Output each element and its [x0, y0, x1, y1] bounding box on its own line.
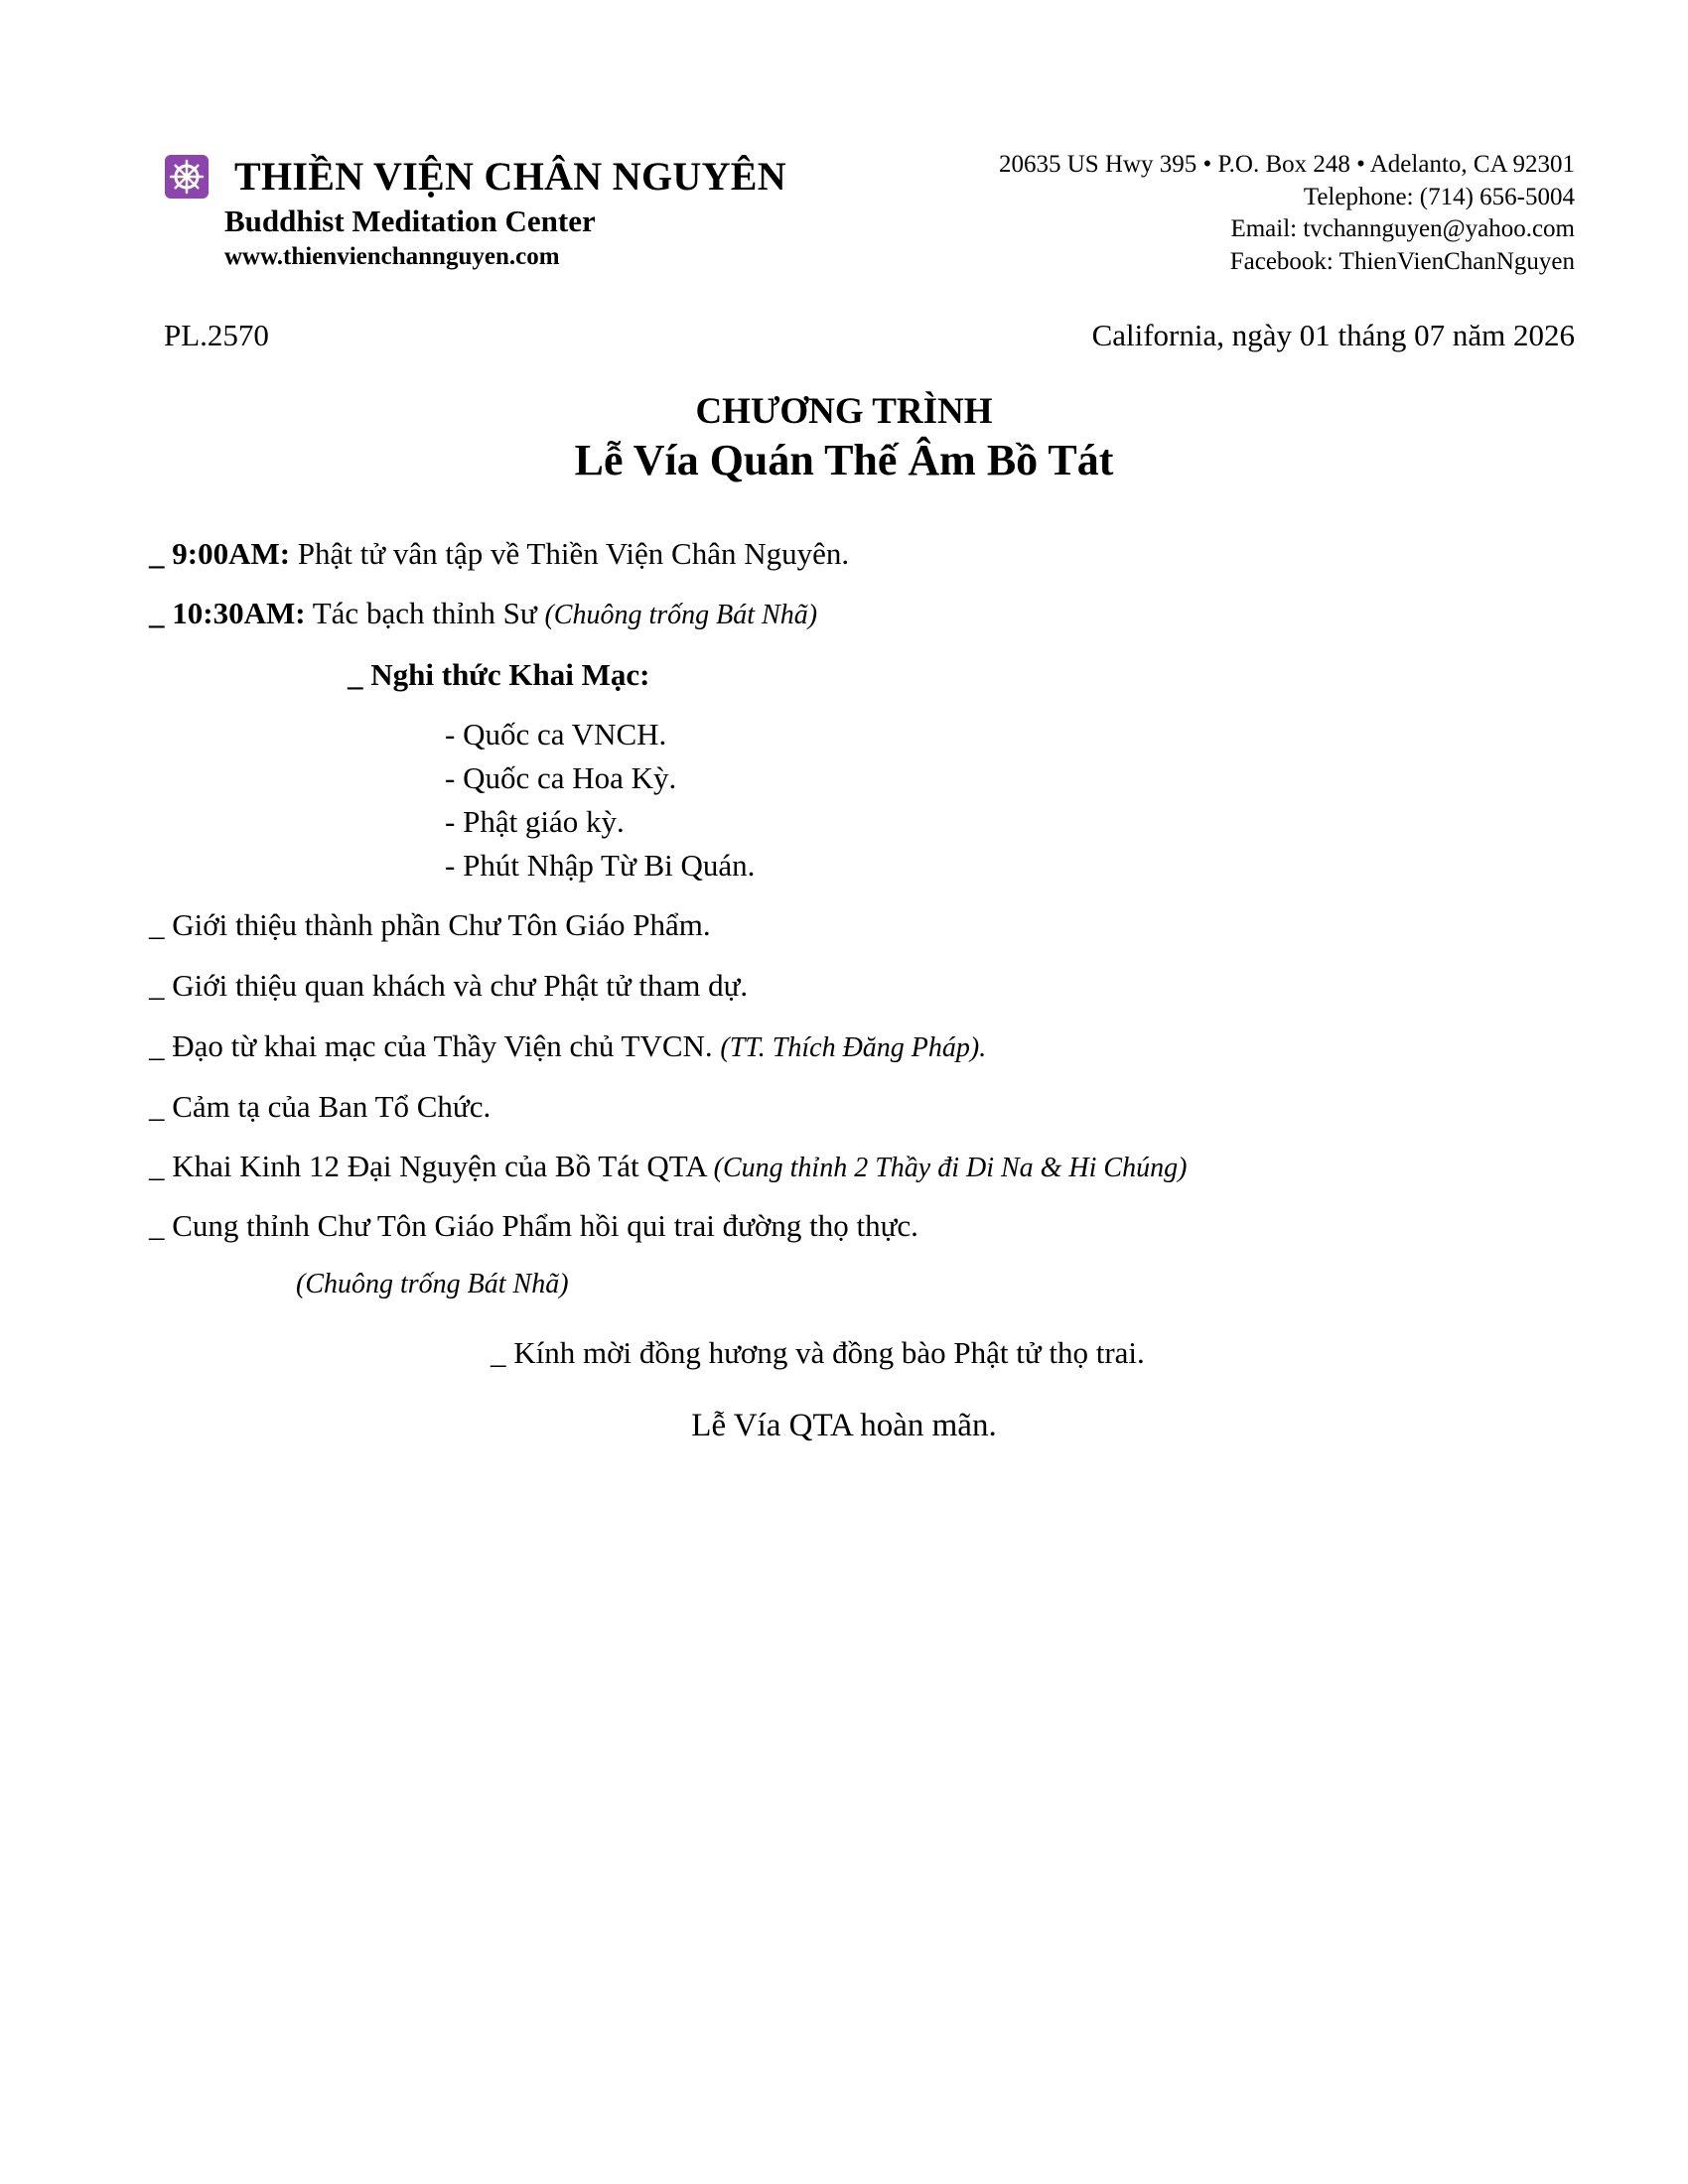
- program-heading: CHƯƠNG TRÌNH: [695, 391, 993, 432]
- program-text: Phật tử vân tập về Thiền Viện Chân Nguyên.: [290, 536, 850, 571]
- program-note: (Chuông trống Bát Nhã): [544, 600, 818, 630]
- program-text: Tác bạch thỉnh Sư: [305, 596, 545, 630]
- program-item-opening-speech: [149, 1028, 986, 1064]
- ceremony-title: Lễ Vía Quán Thế Âm Bồ Tát: [574, 436, 1114, 484]
- contact-address: 20635 US Hwy 395 • P.O. Box 248 • Adelanto, CA 92301: [998, 151, 1575, 178]
- program-item-900am: [149, 536, 849, 572]
- pl-number: PL.2570: [164, 318, 269, 352]
- program-item: _ Giới thiệu quan khách và chư Phật tử tham dự.: [149, 968, 749, 1003]
- date-line: California, ngày 01 tháng 07 năm 2026: [1091, 318, 1575, 352]
- contact-email: Email: tvchannguyen@yahoo.com: [1230, 215, 1575, 242]
- program-item-1030am: [149, 596, 817, 631]
- program-time: _ 10:30AM:: [149, 596, 306, 630]
- program-note: (TT. Thích Đăng Pháp).: [720, 1032, 987, 1063]
- invitation-line: _ Kính mời đồng hương và đồng bào Phật tử thọ trai.: [491, 1335, 1145, 1370]
- program-time: _ 9:00AM:: [149, 536, 291, 571]
- org-subtitle: Buddhist Meditation Center: [224, 204, 596, 238]
- program-text: _ Đạo từ khai mạc của Thầy Viện chủ TVCN.: [149, 1028, 721, 1063]
- contact-facebook: Facebook: ThienVienChanNguyen: [1229, 247, 1575, 275]
- program-item: _ Cung thỉnh Chư Tôn Giáo Phẩm hồi qui trai đường thọ thực.: [149, 1208, 918, 1243]
- org-website: www.thienvienchannguyen.com: [224, 243, 560, 270]
- program-item: _ Giới thiệu thành phần Chư Tôn Giáo Phẩm.: [149, 907, 711, 942]
- opening-item: - Phút Nhập Từ Bi Quán.: [445, 848, 756, 883]
- contact-block: [999, 149, 1575, 278]
- dharma-wheel-icon: [165, 155, 209, 199]
- opening-item: - Quốc ca Hoa Kỳ.: [445, 760, 677, 795]
- opening-ceremony-heading: _ Nghi thức Khai Mạc:: [348, 657, 650, 692]
- program-item-sutra: [149, 1149, 1187, 1184]
- opening-item: - Phật giáo kỳ.: [445, 804, 625, 839]
- program-note: (Chuông trống Bát Nhã): [296, 1269, 569, 1299]
- program-text: _ Khai Kinh 12 Đại Nguyện của Bồ Tát QTA: [149, 1149, 714, 1183]
- closing-line: Lễ Vía QTA hoàn mãn.: [691, 1408, 997, 1443]
- opening-item: - Quốc ca VNCH.: [445, 717, 667, 751]
- org-name: THIỀN VIỆN CHÂN NGUYÊN: [234, 154, 786, 199]
- contact-telephone: Telephone: (714) 656-5004: [1303, 183, 1575, 210]
- program-item: _ Cảm tạ của Ban Tổ Chức.: [149, 1089, 492, 1124]
- program-note: (Cung thỉnh 2 Thầy đi Di Na & Hi Chúng): [713, 1153, 1188, 1183]
